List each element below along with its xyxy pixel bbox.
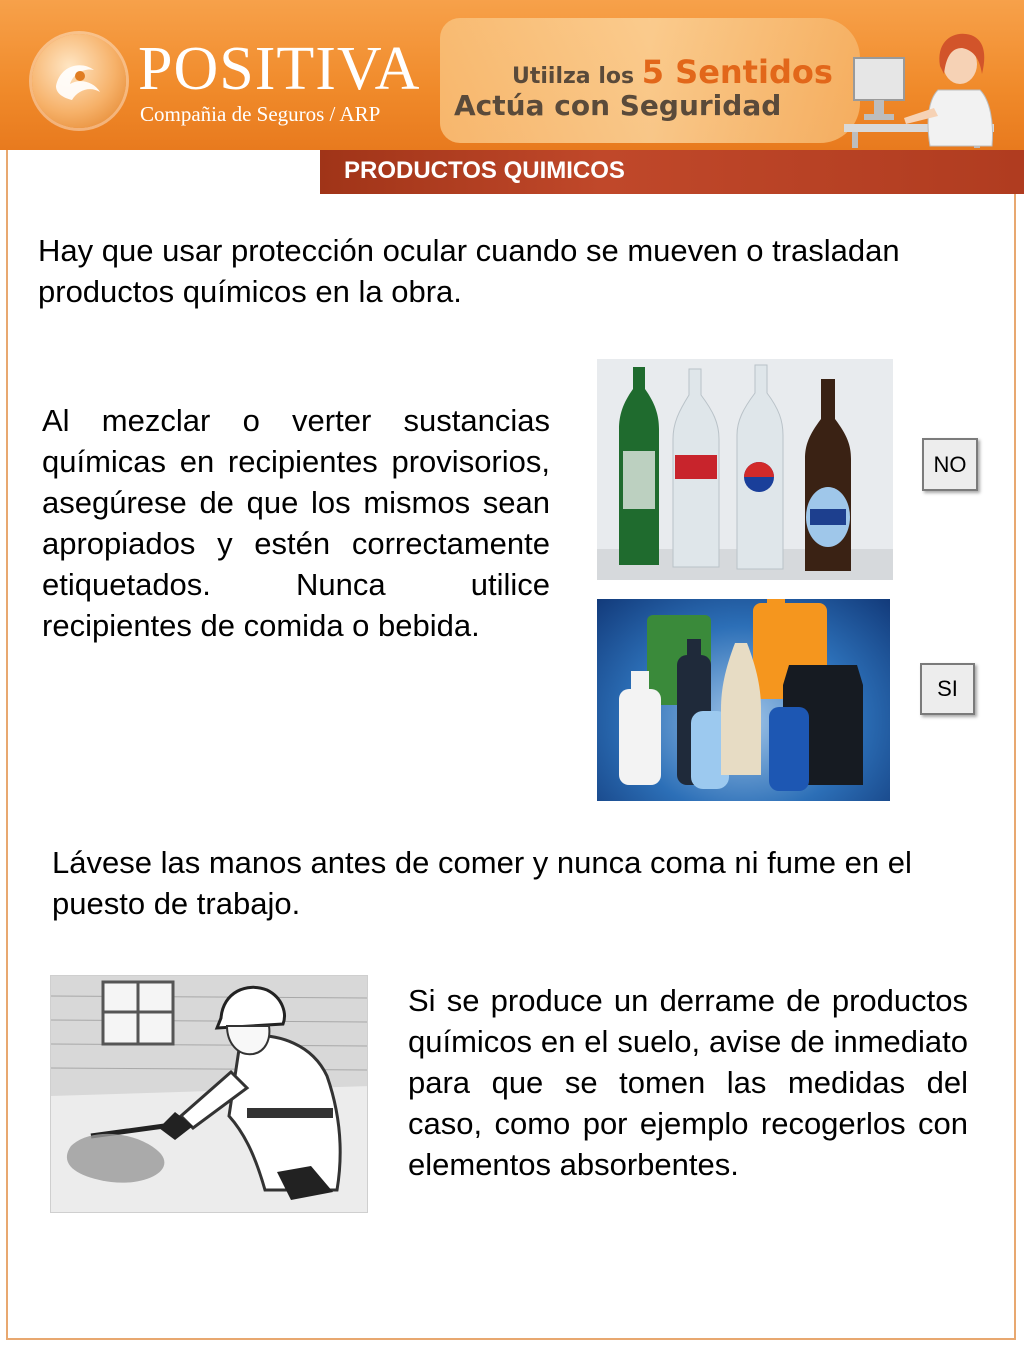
header-banner bbox=[0, 0, 1024, 150]
positiva-logo-icon bbox=[32, 34, 126, 128]
chemical-containers-photo-icon bbox=[597, 599, 890, 801]
slogan-line-1-prefix: Utiilza los bbox=[512, 64, 642, 89]
section-title: PRODUCTOS QUIMICOS bbox=[344, 157, 625, 184]
beverage-bottles-photo-icon bbox=[597, 359, 893, 580]
paragraph-eye-protection: Hay que usar protección ocular cuando se mueven o trasladan productos químicos en la obra. bbox=[38, 233, 900, 309]
paragraph-spill-procedure: Si se produce un derrame de productos químicos en el suelo, avise de inmediato para que se tomen las medidas del caso, como por ejemplo recogerlos con elementos absorbentes. bbox=[408, 983, 968, 1182]
no-tag: NO bbox=[922, 438, 978, 491]
brand-subtitle: Compañia de Seguros / ARP bbox=[140, 102, 381, 126]
brand-name: POSITIVA bbox=[138, 35, 421, 103]
slogan-line-1 bbox=[512, 53, 833, 91]
si-tag: SI bbox=[920, 663, 975, 715]
worker-spill-cleanup-illustration-icon bbox=[50, 975, 368, 1213]
paragraph-wash-hands: Lávese las manos antes de comer y nunca coma ni fume en el puesto de trabajo. bbox=[52, 845, 912, 921]
paragraph-labeled-containers: Al mezclar o verter sustancias químicas en recipientes provisorios, asegúrese de que los mismos sean apropiados y estén correctamente etiquetados. Nunca utilice recipientes de comida o bebida. bbox=[42, 403, 550, 643]
mascot-at-desk-icon bbox=[842, 30, 1012, 148]
slogan-line-2: Actúa con Seguridad bbox=[454, 89, 782, 122]
slogan-line-1-accent: 5 Sentidos bbox=[641, 53, 833, 91]
